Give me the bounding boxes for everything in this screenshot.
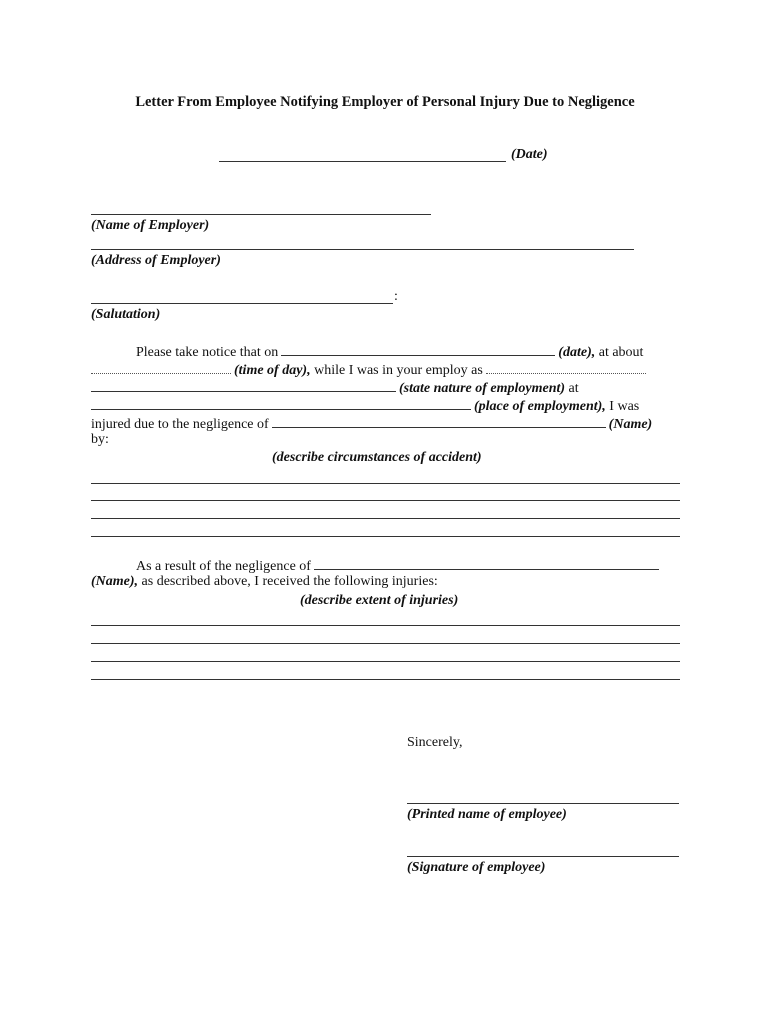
employer-name-label: (Name of Employer): [91, 218, 210, 233]
circumstances-line-4[interactable]: [91, 536, 680, 537]
circumstances-line-1[interactable]: [91, 483, 680, 484]
nature-of-employment-field[interactable]: [91, 378, 396, 392]
date-label: (Date): [511, 147, 548, 162]
para1-intro-text: Please take notice that on: [136, 345, 279, 360]
negligent-party-field[interactable]: [272, 414, 606, 428]
negligent-party-label: (Name): [608, 417, 653, 432]
result-text: As a result of the negligence of: [136, 559, 311, 574]
signature-label: (Signature of employee): [407, 860, 546, 875]
injuries-line-2[interactable]: [91, 643, 680, 644]
place-of-employment-field[interactable]: [91, 396, 471, 410]
at-about-text: at about: [598, 345, 644, 360]
employer-name-field[interactable]: [91, 214, 431, 215]
nature-of-employment-label: (state nature of employment): [399, 381, 566, 396]
salutation-field[interactable]: [91, 303, 393, 304]
salutation-colon: :: [394, 289, 398, 304]
i-was-text: I was: [609, 399, 640, 414]
date-field[interactable]: [219, 161, 506, 162]
para1-line3: [91, 378, 579, 397]
document-title: Letter From Employee Notifying Employer of Personal Injury Due to Negligence: [135, 94, 635, 110]
para1-line5: [91, 414, 652, 433]
incident-date-field[interactable]: [281, 342, 555, 356]
para2-line2: [91, 574, 438, 590]
para1-line1: [136, 342, 643, 361]
negligent-party-2-label: (Name),: [91, 574, 139, 589]
at-text: at: [568, 381, 579, 396]
negligent-party-2-field[interactable]: [314, 556, 659, 570]
place-of-employment-label: (place of employment),: [474, 399, 606, 414]
printed-name-label: (Printed name of employee): [407, 807, 567, 822]
closing-text: Sincerely,: [407, 735, 463, 750]
para1-line4: [91, 396, 639, 415]
circumstances-line-3[interactable]: [91, 518, 680, 519]
injuries-line-3[interactable]: [91, 661, 680, 662]
time-of-day-label: (time of day),: [234, 363, 311, 378]
injuries-line-4[interactable]: [91, 679, 680, 680]
incident-date-label: (date),: [558, 345, 596, 360]
salutation-label: (Salutation): [91, 307, 161, 322]
injuries-label: (describe extent of injuries): [300, 593, 459, 608]
injuries-text: as described above, I received the following injuries:: [141, 574, 438, 589]
negligence-text: injured due to the negligence of: [91, 417, 269, 432]
para2-line1: [136, 556, 662, 575]
by-text: by:: [91, 432, 109, 447]
printed-name-field[interactable]: [407, 803, 679, 804]
injuries-line-1[interactable]: [91, 625, 680, 626]
employ-as-field[interactable]: [486, 360, 646, 374]
circumstances-label: (describe circumstances of accident): [272, 450, 482, 465]
employ-as-text: while I was in your employ as: [314, 363, 483, 378]
para1-line2: [91, 360, 649, 379]
employer-address-label: (Address of Employer): [91, 253, 221, 268]
signature-field[interactable]: [407, 856, 679, 857]
time-of-day-field[interactable]: [91, 360, 231, 374]
employer-address-field[interactable]: [91, 249, 634, 250]
circumstances-line-2[interactable]: [91, 500, 680, 501]
